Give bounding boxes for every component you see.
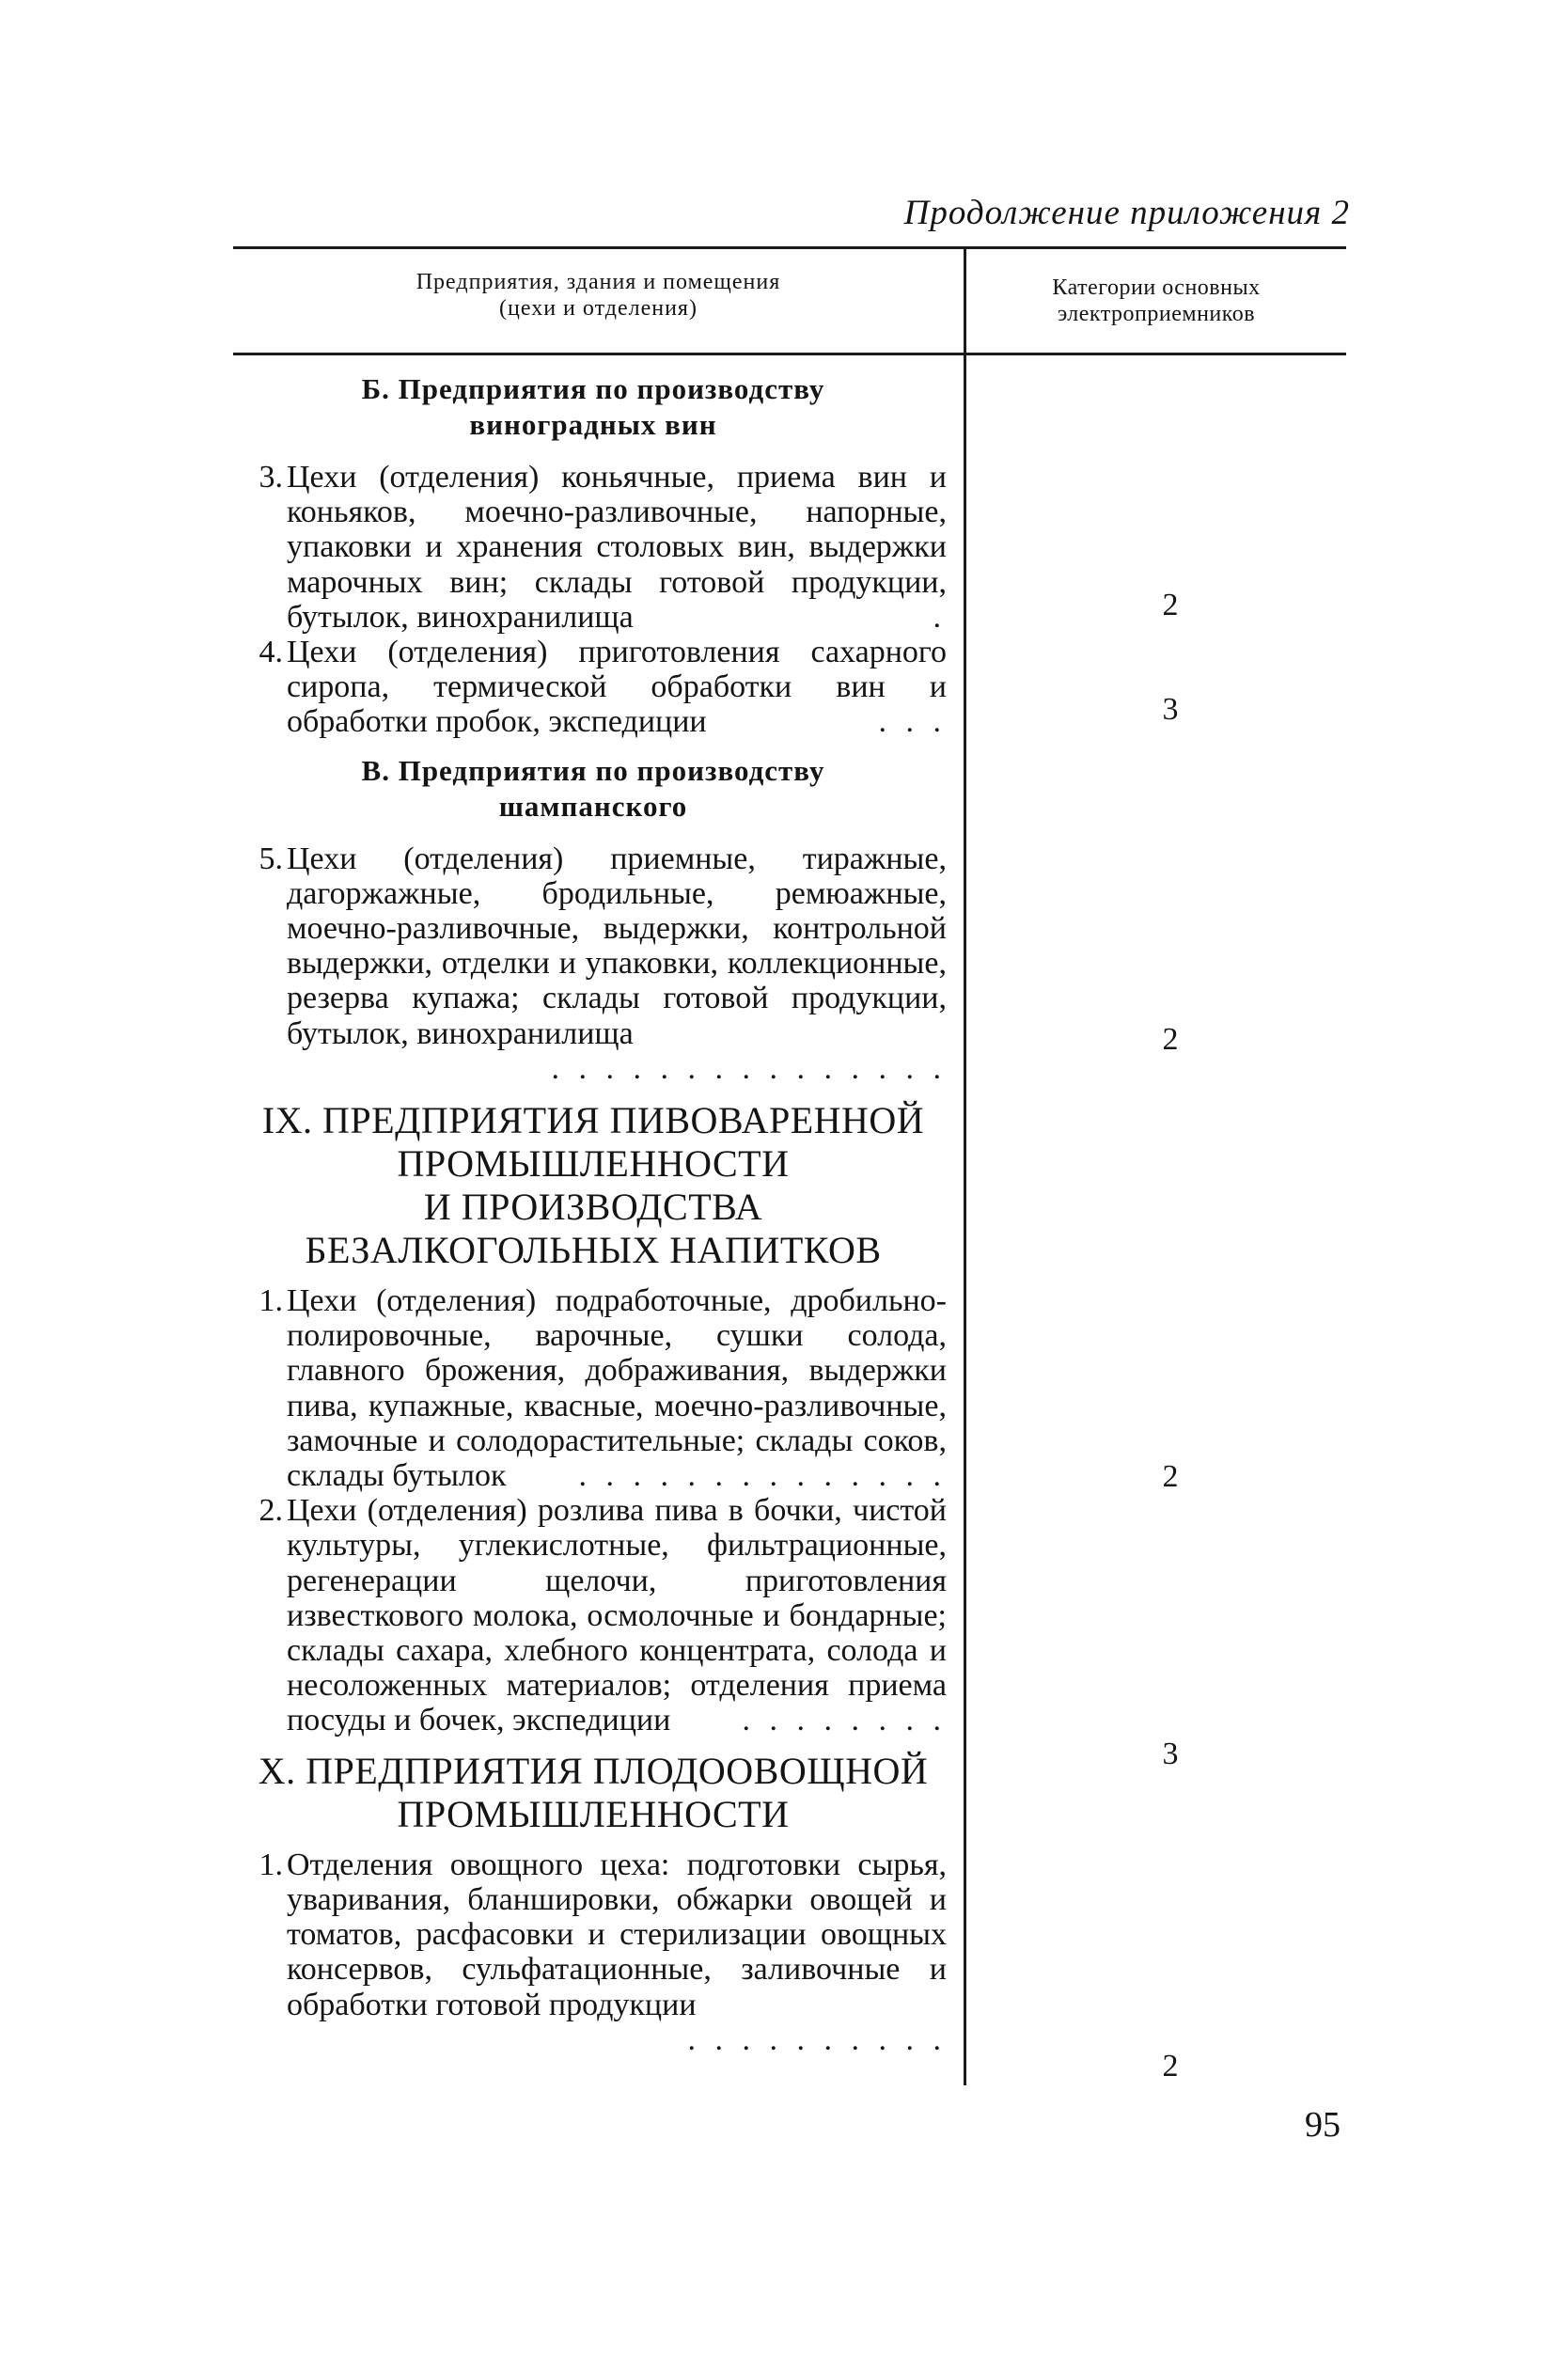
table-row-x1 <box>240 1847 947 2057</box>
column-header-enterprises <box>233 269 964 322</box>
major-heading-x <box>240 1750 947 1836</box>
row-number: 1. <box>259 1283 283 1319</box>
major-heading-ix <box>240 1099 947 1272</box>
major-heading-x-line1: X. ПРЕДПРИЯТИЯ ПЛОДООВОЩНОЙ <box>258 1749 929 1792</box>
section-heading-b-line1: Б. Предприятия по производству <box>361 372 825 405</box>
section-heading-v <box>240 753 947 825</box>
row-text-content: Цехи (отделения) приемные, тиражные, дагоржажные, бродильные, ремюажные, моечно-разливочные, выдержки, контрольной выдержки, отделки и упаковки, коллекционные, резерва купажа; склады готовой продукции, бутылок, винохранилища <box>287 841 947 1051</box>
column-header-categories-line1: Категории основных <box>1052 275 1261 300</box>
column-header-categories-line2: электроприемников <box>1057 302 1256 326</box>
category-value-ix1: 2 <box>1162 1459 1179 1494</box>
table-row-ix1 <box>240 1283 947 1493</box>
row-text-content: Цехи (отделения) приготовления сахарного сиропа, термической обработки вин и обработки пробок, экспедиции <box>287 635 947 740</box>
leader-dots: . . . . . . . . <box>742 1703 947 1738</box>
leader-dots: . . . . . . . . . . <box>687 2021 947 2057</box>
table-body-left <box>240 371 947 2057</box>
table-top-rule <box>233 246 1346 249</box>
column-header-enterprises-line1: Предприятия, здания и помещения <box>416 270 781 294</box>
column-header-enterprises-line2: (цехи и отделения) <box>499 296 698 321</box>
major-heading-ix-line3: И ПРОИЗВОДСТВА <box>423 1186 763 1229</box>
category-value-ix2: 3 <box>1162 1737 1179 1771</box>
section-heading-b <box>240 371 947 443</box>
category-value-b4: 3 <box>1162 692 1179 727</box>
major-heading-ix-line2: ПРОМЫШЛЕННОСТИ <box>397 1142 790 1186</box>
row-text-content: Цехи (отделения) розлива пива в бочки, чистой культуры, углекислотные, фильтрационные, регенерации щелочи, приготовления известкового молока, осмолочные и бондарные; склады сахара, хлебного концентрата, солода и несоложенных материалов; отделения приема посуды и бочек, экспедиции <box>287 1493 947 1738</box>
page-number: 95 <box>1305 2105 1341 2145</box>
table-row-v5 <box>240 841 947 1086</box>
leader-dots: . . . . . . . . . . . . . . . <box>551 1050 947 1086</box>
category-value-v5: 2 <box>1162 1022 1179 1057</box>
category-value-b3: 2 <box>1162 588 1179 622</box>
row-text <box>287 841 947 1086</box>
table-header-rule <box>233 353 1346 355</box>
row-text <box>287 1847 947 2057</box>
major-heading-ix-line1: IX. ПРЕДПРИЯТИЯ ПИВОВАРЕННОЙ <box>261 1099 925 1142</box>
continuation-caption: Продолжение приложения 2 <box>903 194 1350 232</box>
table-row-b3 <box>240 460 947 635</box>
row-number: 5. <box>259 841 283 876</box>
table-column-divider <box>964 247 966 2085</box>
row-text-content: Цехи (отделения) подработочные, дробильно-полировочные, варочные, сушки солода, главного брожения, дображивания, выдержки пива, купажные, квасные, моечно-разливочные, замочные и солодорастительные; склады соков, склады бутылок <box>287 1283 947 1494</box>
row-text <box>287 1493 947 1737</box>
row-text <box>287 460 947 635</box>
major-heading-ix-line4: БЕЗАЛКОГОЛЬНЫХ НАПИТКОВ <box>305 1229 882 1272</box>
major-heading-x-line2: ПРОМЫШЛЕННОСТИ <box>397 1792 790 1835</box>
row-number: 1. <box>259 1847 283 1882</box>
row-text <box>287 1283 947 1493</box>
column-header-categories <box>966 275 1346 327</box>
leader-dots: . . . . . . . . . . . . . . <box>578 1458 947 1494</box>
table-row-b4 <box>240 635 947 740</box>
leader-dots: . <box>933 599 941 635</box>
category-value-x1: 2 <box>1162 2049 1179 2083</box>
section-heading-v-line2: шампанского <box>498 789 688 823</box>
row-number: 3. <box>259 460 283 495</box>
row-text <box>287 635 947 740</box>
row-text-content: Цехи (отделения) коньячные, приема вин и коньяков, моечно-разливочные, напорные, упаковки и хранения столовых вин, выдержки марочных вин; склады готовой продукции, бутылок, винохранилища <box>287 460 947 635</box>
section-heading-b-line2: виноградных вин <box>469 408 717 441</box>
row-number: 4. <box>259 635 283 670</box>
table-row-ix2 <box>240 1493 947 1737</box>
section-heading-v-line1: В. Предприятия по производству <box>361 753 825 787</box>
row-number: 2. <box>259 1493 283 1529</box>
row-text-content: Отделения овощного цеха: подготовки сырья, уваривания, бланшировки, обжарки овощей и томатов, расфасовки и стерилизации овощных консервов, сульфатационные, заливочные и обработки готовой продукции <box>287 1847 947 2022</box>
leader-dots: . . . <box>878 704 947 740</box>
